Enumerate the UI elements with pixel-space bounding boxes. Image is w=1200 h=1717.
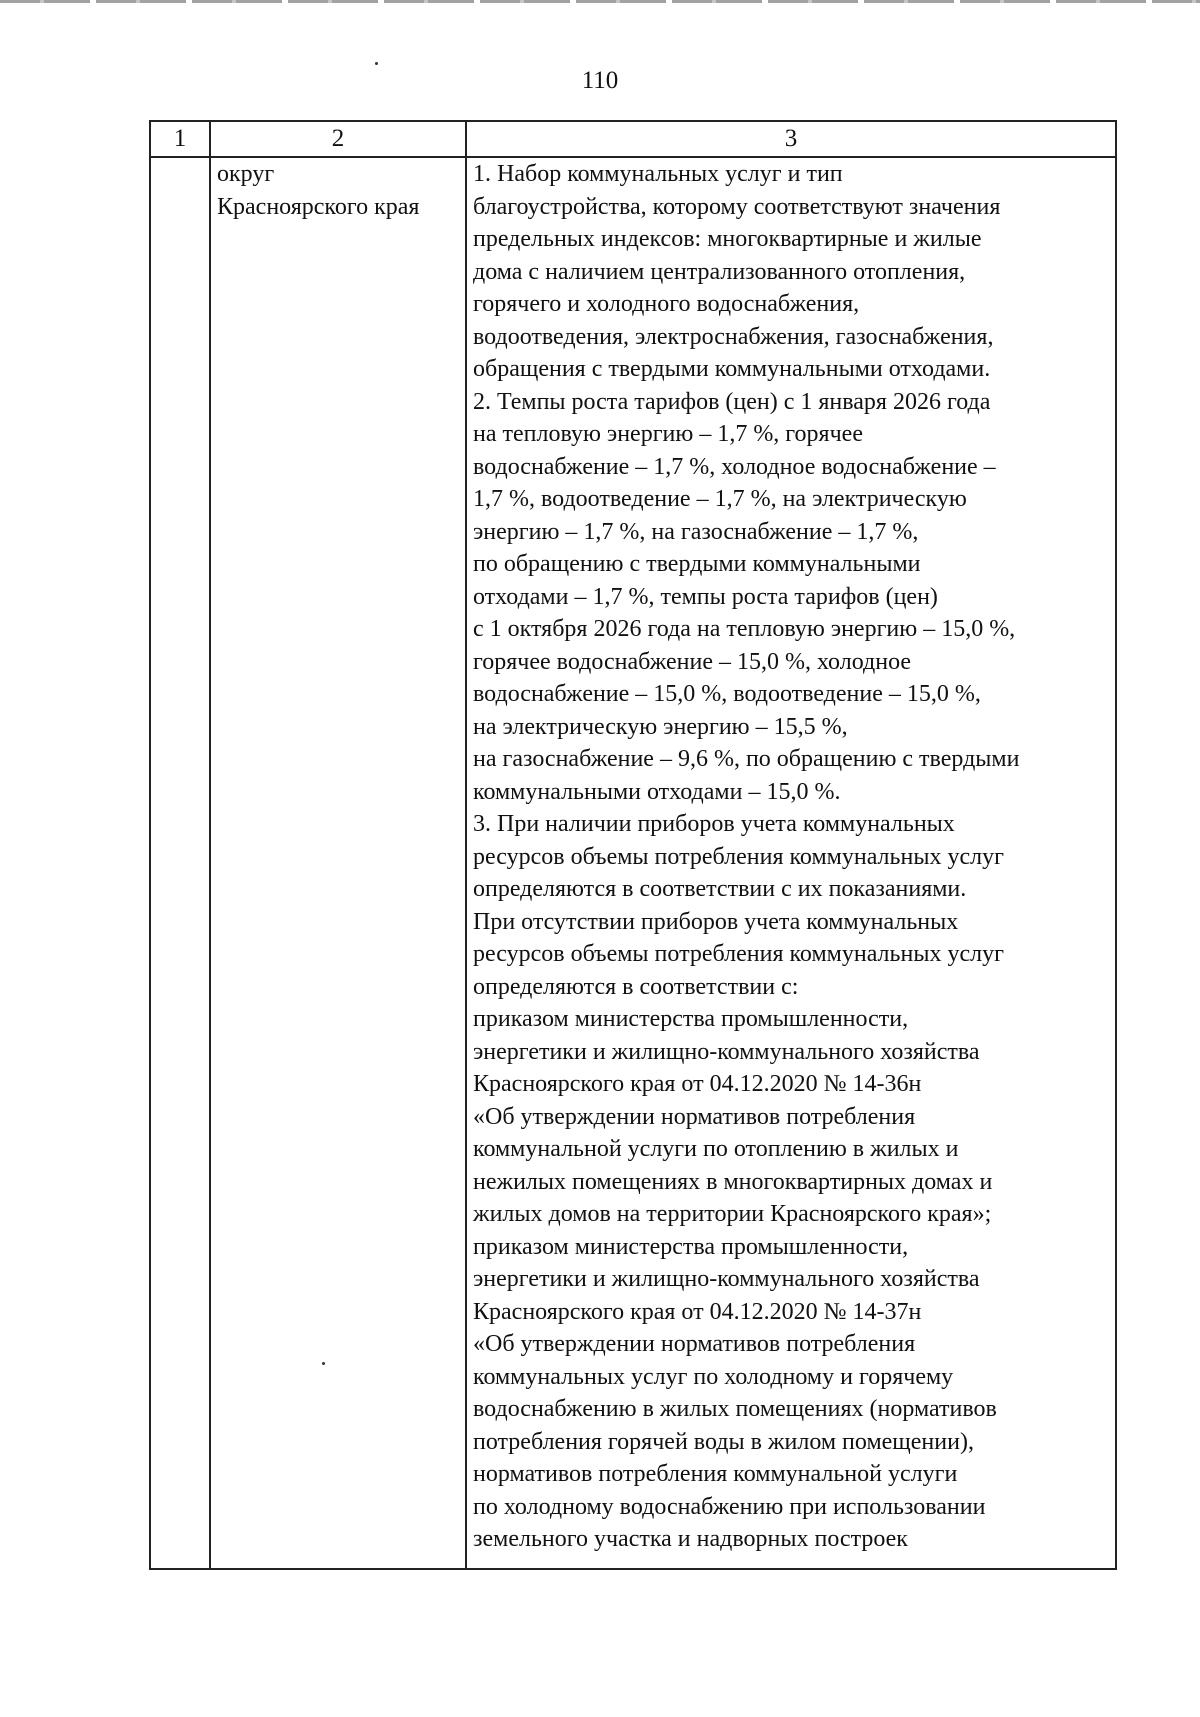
- description-line: потребления горячей воды в жилом помещении),: [473, 1428, 974, 1455]
- description-line: 3. При наличии приборов учета коммунальных: [473, 811, 955, 837]
- description-line: коммунальной услуги по отоплению в жилых и: [473, 1136, 959, 1162]
- description-line: земельного участка и надворных построек: [473, 1526, 908, 1552]
- table-header-row: [150, 121, 1116, 157]
- description-line: водоснабжению в жилых помещениях (нормативов: [473, 1396, 997, 1422]
- description-line: энергетики и жилищно-коммунального хозяйства: [473, 1266, 980, 1292]
- description-line: определяются в соответствии с их показаниями.: [473, 876, 967, 902]
- description-line: «Об утверждении нормативов потребления: [473, 1331, 916, 1357]
- description-line: дома с наличием централизованного отопления,: [473, 258, 966, 285]
- description-line: «Об утверждении нормативов потребления: [473, 1103, 916, 1130]
- description-line: жилых домов на территории Красноярского края»;: [473, 1201, 992, 1227]
- description-line: водоотведения, электроснабжения, газоснабжения,: [473, 323, 994, 350]
- description-line: нежилых помещениях в многоквартирных домах и: [473, 1168, 993, 1195]
- description-line: коммунальных услуг по холодному и горячему: [473, 1363, 954, 1390]
- description-line: 1. Набор коммунальных услуг и тип: [473, 161, 843, 187]
- scan-speck: [375, 62, 378, 65]
- description-line: определяются в соответствии с:: [473, 973, 799, 1000]
- scan-top-edge: [0, 0, 1200, 3]
- description-line: нормативов потребления коммунальной услуги: [473, 1461, 958, 1487]
- document-table: [149, 120, 1117, 1570]
- description-line: на тепловую энергию – 1,7 %, горячее: [473, 421, 863, 447]
- territory-cell: [210, 157, 466, 1569]
- description-line: по обращению с твердыми коммунальными: [473, 551, 921, 577]
- description-line: ресурсов объемы потребления коммунальных услуг: [473, 941, 1004, 967]
- description-line: горячего и холодного водоснабжения,: [473, 291, 860, 317]
- description-line: на газоснабжение – 9,6 %, по обращению с твердыми: [473, 746, 1020, 772]
- description-line: водоснабжение – 15,0 %, водоотведение – 15,0 %,: [473, 681, 981, 707]
- description-line: обращения с твердыми коммунальными отходами.: [473, 356, 991, 382]
- description-line: благоустройства, которому соответствуют значения: [473, 193, 1001, 220]
- description-line: При отсутствии приборов учета коммунальных: [473, 908, 959, 935]
- description-line: 2. Темпы роста тарифов (цен) с 1 января 2026 года: [473, 388, 991, 415]
- description-line: коммунальными отходами – 15,0 %.: [473, 778, 841, 805]
- description-line: Красноярского края от 04.12.2020 № 14-37н: [473, 1298, 922, 1325]
- row-number-cell: [150, 157, 210, 1569]
- column-number-1: 1: [150, 121, 210, 157]
- description-line: водоснабжение – 1,7 %, холодное водоснабжение –: [473, 453, 996, 480]
- description-line: энергию – 1,7 %, на газоснабжение – 1,7 %,: [473, 518, 919, 545]
- description-line: приказом министерства промышленности,: [473, 1233, 909, 1260]
- column-number-2: 2: [210, 121, 466, 157]
- description-cell: [466, 157, 1116, 1569]
- description-line: на электрическую энергию – 15,5 %,: [473, 713, 848, 740]
- description-line: горячее водоснабжение – 15,0 %, холодное: [473, 648, 912, 675]
- table-row: [150, 157, 1116, 1569]
- description-line: приказом министерства промышленности,: [473, 1006, 909, 1032]
- description-line: предельных индексов: многоквартирные и жилые: [473, 226, 982, 252]
- description-line: с 1 октября 2026 года на тепловую энергию – 15,0 %,: [473, 616, 1016, 642]
- description-line: энергетики и жилищно-коммунального хозяйства: [473, 1038, 980, 1065]
- territory-line: округ: [217, 161, 275, 187]
- description-line: отходами – 1,7 %, темпы роста тарифов (цен): [473, 583, 938, 610]
- description-line: Красноярского края от 04.12.2020 № 14-36н: [473, 1071, 922, 1097]
- column-number-3: 3: [466, 121, 1116, 157]
- territory-line: Красноярского края: [217, 193, 420, 220]
- page-number: 110: [581, 67, 619, 94]
- description-line: по холодному водоснабжению при использовании: [473, 1493, 986, 1520]
- description-line: 1,7 %, водоотведение – 1,7 %, на электрическую: [473, 486, 967, 512]
- description-line: ресурсов объемы потребления коммунальных услуг: [473, 843, 1004, 870]
